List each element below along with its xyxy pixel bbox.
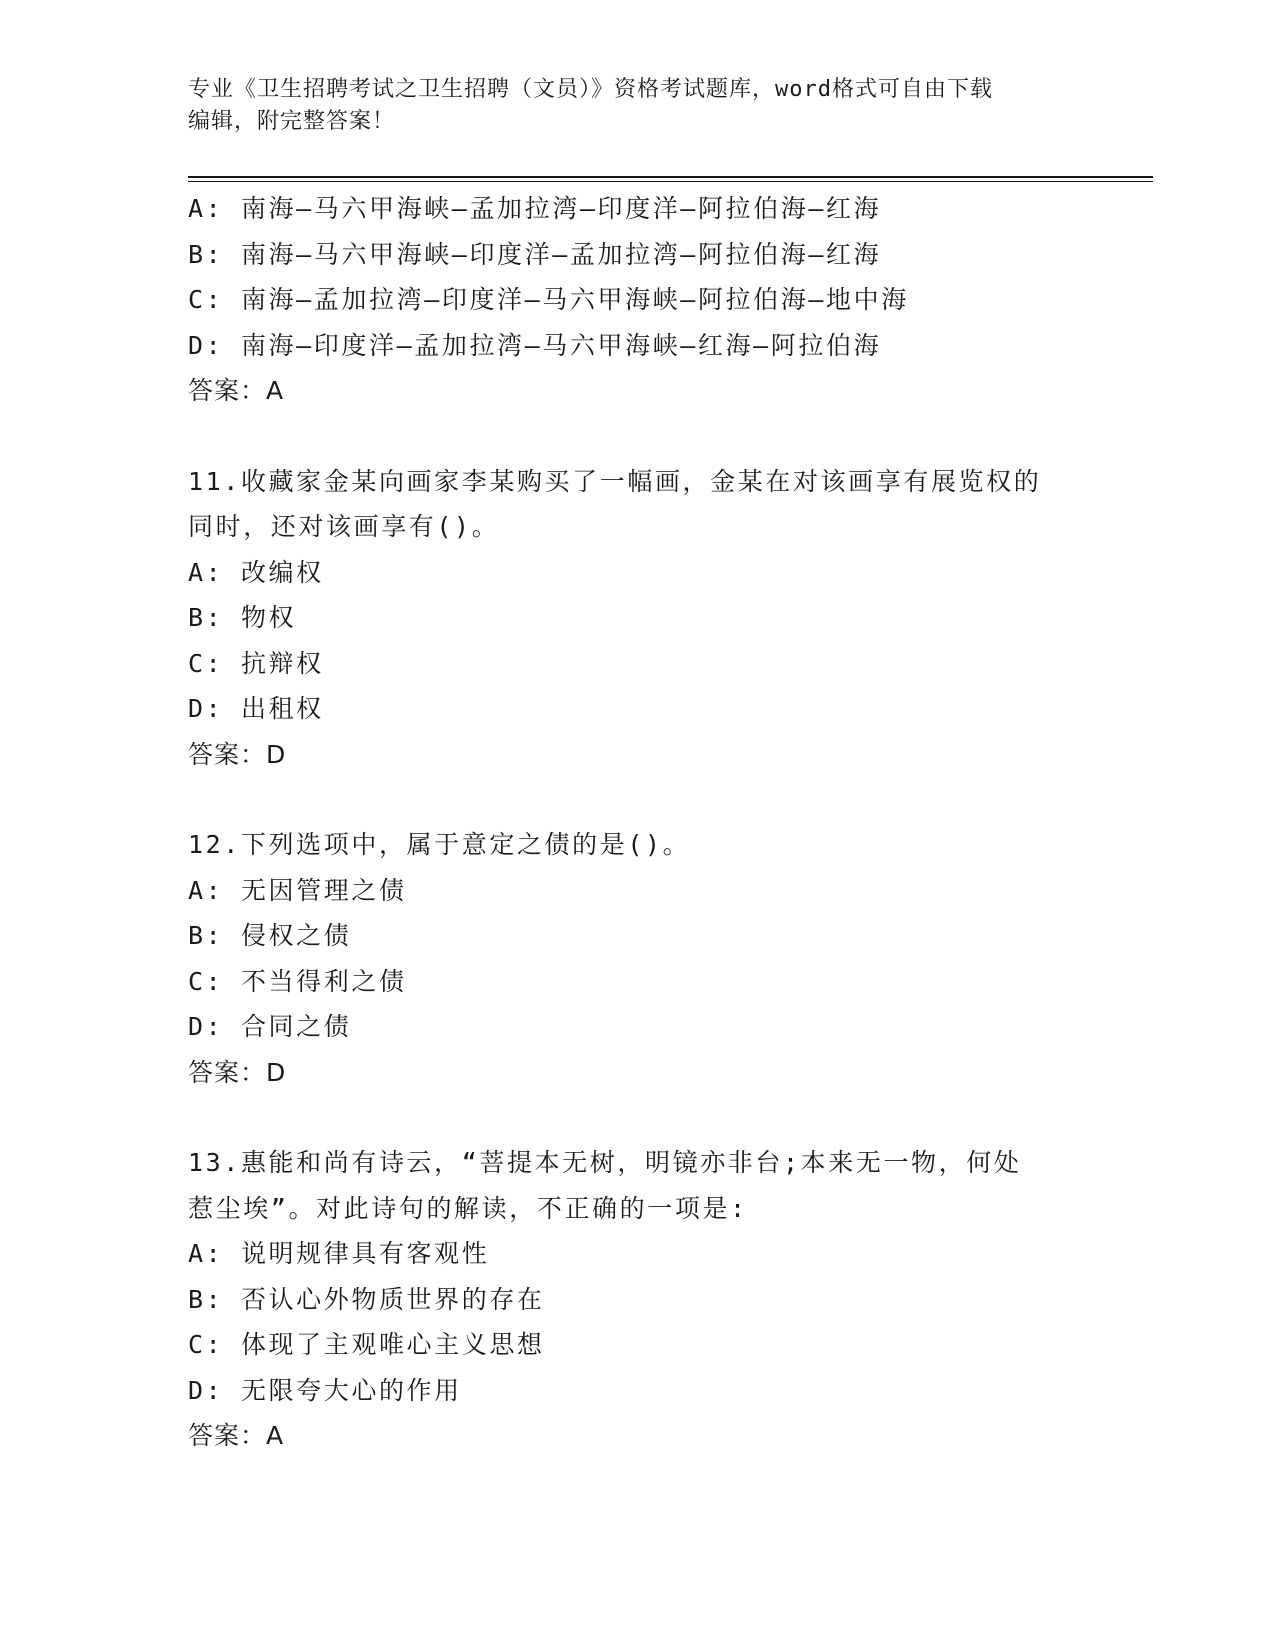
answer: 答案：A [188,1421,285,1450]
header-divider-thin [188,181,1153,182]
option-c: C: 不当得利之债 [188,966,407,996]
option-a: A: 改编权 [188,557,324,587]
option-d: D: 南海—印度洋—孟加拉湾—马六甲海峡—红海—阿拉伯海 [188,330,882,360]
option-c: C: 南海—孟加拉湾—印度洋—马六甲海峡—阿拉伯海—地中海 [188,285,909,314]
document-header [188,74,1088,138]
answer: 答案：D [188,1057,287,1087]
question-12 [188,822,1108,1095]
question-stem-line-1: 11.收藏家金某向画家李某购买了一幅画，金某在对该画享有展览权的 [188,466,1042,496]
header-divider-thick [188,176,1153,178]
question-13 [188,1140,1108,1459]
option-d: D: 合同之债 [188,1012,352,1041]
question-stem-line-2: 同时，还对该画享有()。 [188,512,500,541]
question-stem [188,1140,1108,1231]
question-stem [188,459,1108,550]
question-stem [188,822,1108,868]
answer: 答案：A [188,376,285,405]
answer: 答案：D [188,739,287,769]
question-11 [188,459,1108,778]
question-stem-line-1: 13.惠能和尚有诗云，“菩提本无树，明镜亦非台;本来无一物，何处 [188,1148,1022,1177]
option-d: D: 无限夸大心的作用 [188,1375,462,1405]
header-line-1: 专业《卫生招聘考试之卫生招聘（文员）》资格考试题库，word格式可自由下载 [188,77,993,102]
option-b: B: 物权 [188,603,297,632]
option-a: A: 南海—马六甲海峡—孟加拉湾—印度洋—阿拉伯海—红海 [188,194,882,223]
question-list [188,186,1108,1459]
header-line-2: 编辑，附完整答案！ [188,109,396,134]
option-c: C: 体现了主观唯心主义思想 [188,1330,545,1359]
option-b: B: 南海—马六甲海峡—印度洋—孟加拉湾—阿拉伯海—红海 [188,239,882,269]
option-b: B: 侵权之债 [188,921,352,950]
question-stem-line-2: 惹尘埃”。对此诗句的解读，不正确的一项是: [188,1193,748,1223]
option-a: A: 无因管理之债 [188,875,407,905]
option-b: B: 否认心外物质世界的存在 [188,1284,545,1314]
option-d: D: 出租权 [188,694,324,723]
option-a: A: 说明规律具有客观性 [188,1239,490,1268]
question-stem-line-1: 12.下列选项中，属于意定之债的是()。 [188,830,691,859]
question-10 [188,186,1108,414]
option-c: C: 抗辩权 [188,648,324,678]
